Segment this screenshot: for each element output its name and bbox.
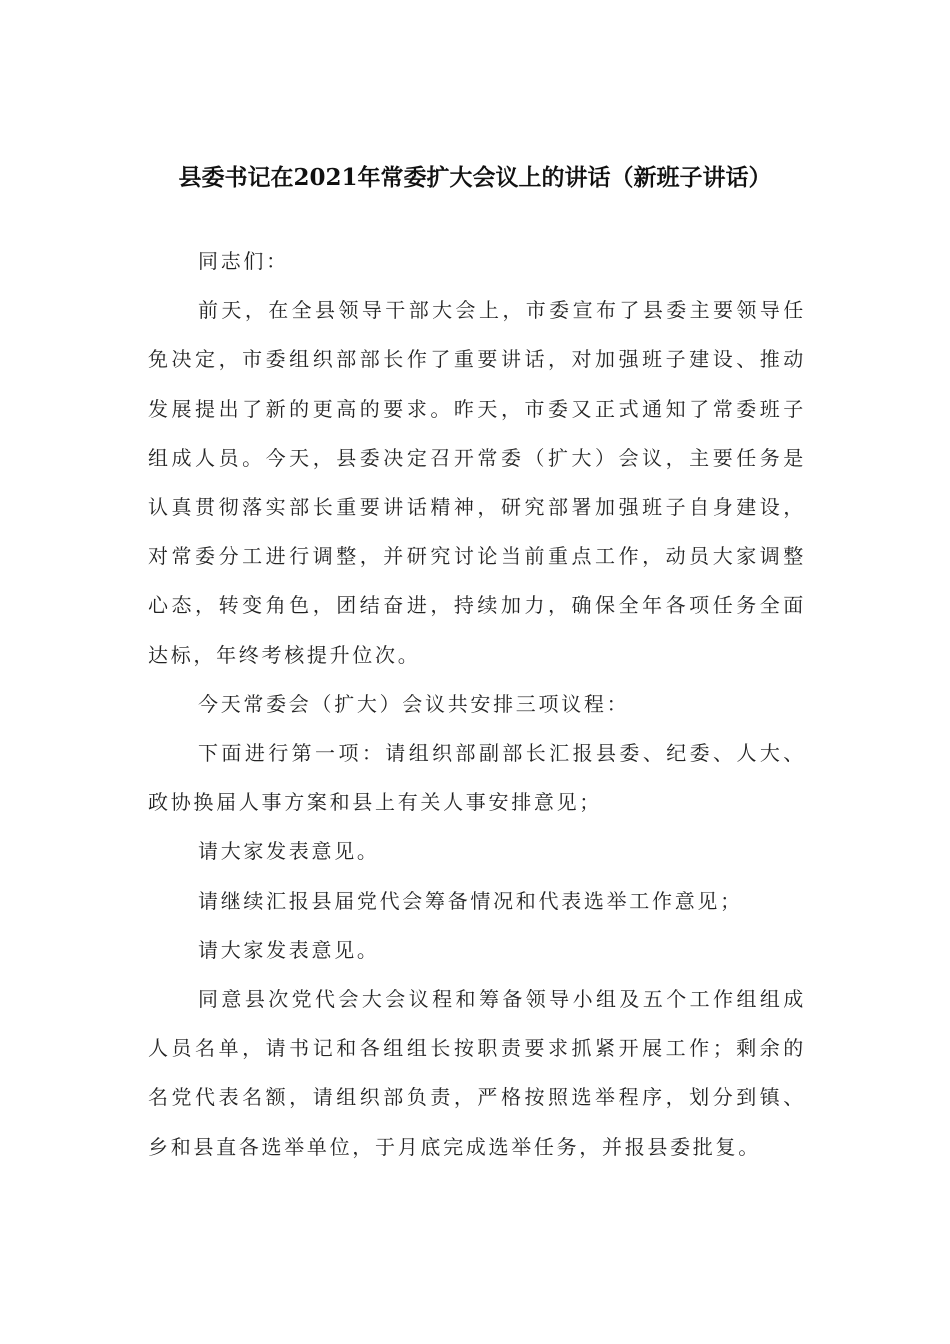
- paragraph-opening: 前天，在全县领导干部大会上，市委宣布了县委主要领导任免决定，市委组织部部长作了重要讲话，对加强班子建设、推动发展提出了新的更高的要求。昨天，市委又正式通知了常委班子组成人员。今天，县委决定召开常委（扩大）会议，主要任务是认真贯彻落实部长重要讲话精神，研究部署加强班子自身建设，对常委分工进行调整，并研究讨论当前重点工作，动员大家调整心态，转变角色，团结奋进，持续加力，确保全年各项任务全面达标，年终考核提升位次。: [148, 298, 806, 667]
- document-title: 县委书记在2021年常委扩大会议上的讲话（新班子讲话）: [178, 164, 772, 191]
- paragraph-greeting: 同志们：: [198, 249, 289, 273]
- paragraph-item-one: 下面进行第一项：请组织部副部长汇报县委、纪委、人大、政协换届人事方案和县上有关人事安排意见；: [148, 741, 806, 815]
- document-body: [148, 237, 806, 1172]
- paragraph-request-opinions: 请大家发表意见。: [198, 839, 380, 864]
- paragraph-agenda-intro: 今天常委会（扩大）会议共安排三项议程：: [198, 691, 630, 716]
- paragraph-continue-report: 请继续汇报县届党代会筹备情况和代表选举工作意见；: [198, 888, 743, 913]
- paragraph-approval: 同意县次党代会大会议程和筹备领导小组及五个工作组组成人员名单，请书记和各组组长按职责要求抓紧开展工作；剩余的名党代表名额，请组织部负责，严格按照选举程序，划分到镇、乡和县直各选举单位，于月底完成选举任务，并报县委批复。: [148, 987, 806, 1159]
- paragraph-request-opinions-2: 请大家发表意见。: [198, 937, 380, 962]
